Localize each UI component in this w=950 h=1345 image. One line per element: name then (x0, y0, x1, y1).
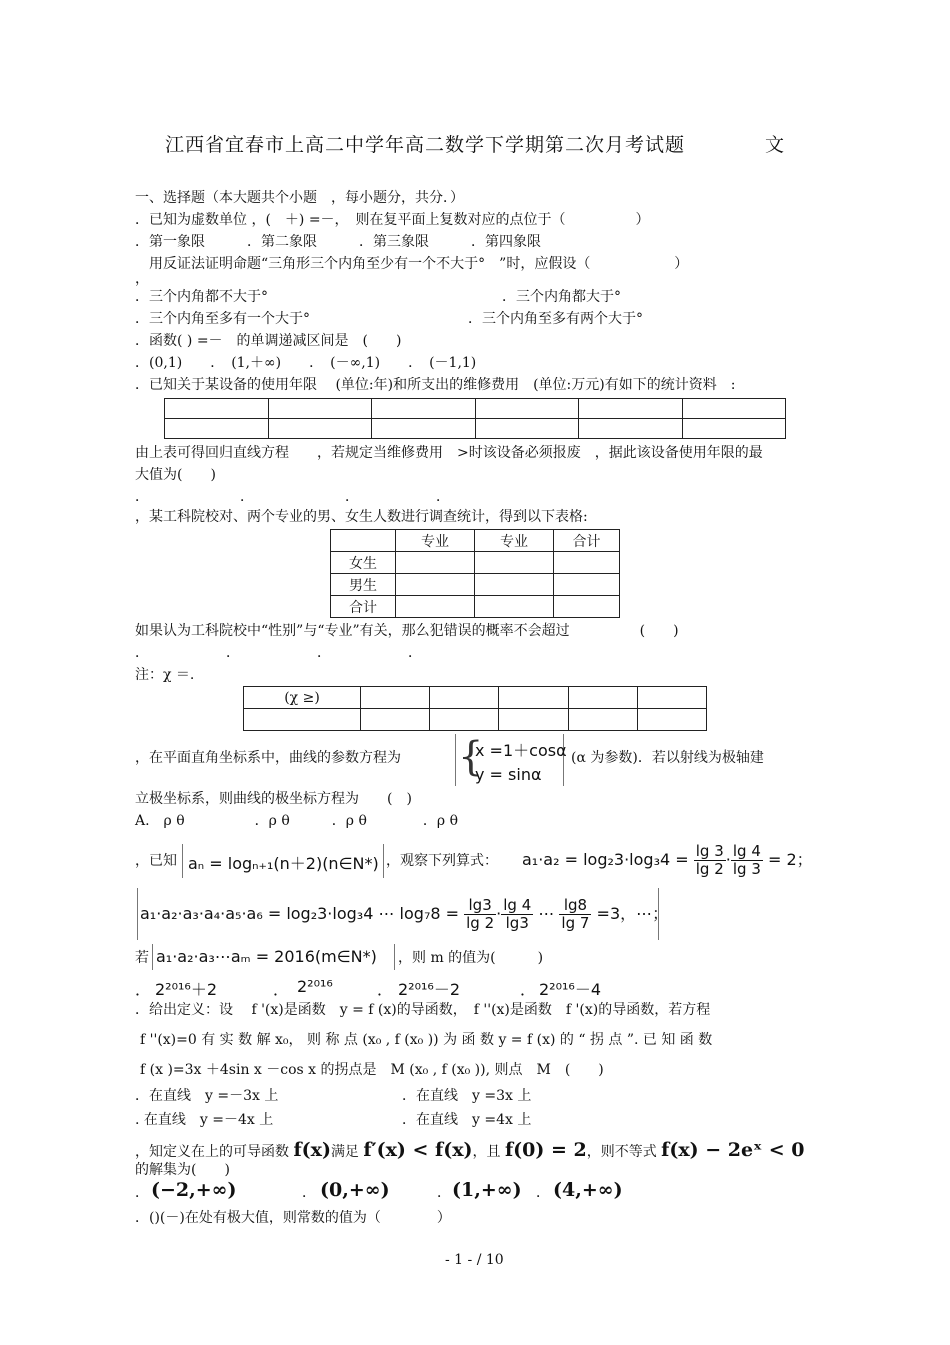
q5-critical-table (243, 686, 707, 731)
q2-stem: 用反证法证明命题“三角形三个内角至少有一个不大于° ”时，应假设（ ） (135, 256, 689, 272)
fraction (464, 897, 496, 932)
q9-mid: 满足 (330, 1144, 359, 1160)
denominator: lg 2 (695, 860, 724, 878)
denominator: lg 2 (466, 914, 495, 932)
q6-line2: 立极坐标系，则曲线的极坐标方程为 ( ) (135, 791, 412, 807)
table-cell (268, 399, 372, 419)
option-marker: ． (437, 1185, 451, 1201)
option-marker: ． (302, 1185, 316, 1201)
table-cell (361, 709, 430, 731)
q1-options: ．第一象限 ．第二象限 ．第三象限 ．第四象限 (135, 234, 541, 250)
numerator: lg 4 (732, 842, 761, 860)
option-marker: ． (135, 980, 152, 999)
numerator: lg3 (464, 897, 496, 915)
denominator: lg 3 (732, 860, 761, 878)
q7-options (135, 977, 602, 1000)
table-header-cell: 专业 (475, 530, 554, 552)
q2-option-d: ．三个内角至多有两个大于° (468, 311, 643, 327)
q5-contingency-table (330, 529, 620, 618)
q9-initial: f(0) = 2 (504, 1139, 587, 1161)
option-marker: ． (273, 980, 290, 999)
q9-option-d: (4,+∞) (553, 1179, 623, 1201)
q8-option-d: ．在直线 y =4x 上 (402, 1112, 532, 1128)
q9-lead: ，知定义在上的可导函数 (135, 1144, 289, 1160)
q8-option-c: . 在直线 y =－4x 上 (135, 1112, 274, 1128)
q7-equation-1: a₁·a₂ = log₂3·log₃4 = $\frac{\lg 3}{\lg 2}$ · $\frac{\lg 4}{\lg 3}$ = 2； (522, 842, 813, 878)
row-label: 合计 (331, 596, 396, 618)
q7-definition: aₙ = logₙ₊₁(n＋2)(n∈N*) (188, 854, 379, 873)
table-cell (268, 419, 372, 439)
fraction (559, 897, 591, 932)
table-header-cell: 合计 (554, 530, 620, 552)
table-cell (372, 419, 476, 439)
table-cell (475, 399, 579, 419)
q7-option-b: 2²⁰¹⁶ (297, 977, 333, 996)
table-cell (682, 419, 786, 439)
table-cell (372, 399, 476, 419)
table-cell (244, 709, 361, 731)
q8-option-a: ．在直线 y =－3x 上 (135, 1088, 279, 1104)
table-cell (554, 574, 620, 596)
table-cell (475, 552, 554, 574)
formula-box-right (383, 844, 384, 878)
q5-stem: ，某工科院校对、两个专业的男、女生人数进行调查统计，得到以下表格: (135, 509, 588, 525)
table-cell (554, 596, 620, 618)
table-cell (554, 552, 620, 574)
q5-note: 注：χ ＝. (135, 667, 195, 683)
q8-line1: ．给出定义：设 f '(x)是函数 y = f (x)的导函数， f ''(x)是函数 f '(x)的导函数，若方程 (135, 1002, 711, 1018)
q7-condition: a₁·a₂·a₃⋯aₘ = 2016(m∈N*) (156, 947, 377, 966)
eq2-right: =3，⋯； (596, 904, 669, 923)
q9-then: ，则不等式 (586, 1144, 657, 1160)
q2-option-b: ．三个内角都大于° (502, 289, 621, 305)
table-cell (430, 687, 499, 709)
q9-option-b: (0,+∞) (320, 1179, 390, 1201)
brace-icon: { (458, 734, 484, 780)
q9-and: ，且 (472, 1144, 501, 1160)
table-header-cell (331, 530, 396, 552)
q3-stem: ．函数( ) =－ 的单调递减区间是 ( ) (135, 333, 402, 349)
q9-function: f(x) (293, 1139, 331, 1161)
fraction (694, 843, 726, 878)
q7-option-d: 2²⁰¹⁶－4 (539, 980, 602, 999)
q4-stem: ．已知关于某设备的使用年限 (单位:年)和所支出的维修费用 (单位:万元)有如下的统计资料 : (135, 377, 736, 393)
table-cell (499, 687, 568, 709)
table-cell (165, 399, 269, 419)
formula-box-left (152, 944, 153, 970)
denominator: lg 7 (561, 914, 590, 932)
formula-box-right (394, 944, 395, 970)
q8-option-b: ．在直线 y =3x 上 (402, 1088, 532, 1104)
table-cell (165, 419, 269, 439)
eq1-right: = 2； (767, 850, 813, 869)
table-cell (579, 419, 683, 439)
row-label: 女生 (331, 552, 396, 574)
q7-option-c: 2²⁰¹⁶－2 (398, 980, 461, 999)
q10-stem: ．()(－)在处有极大值，则常数的值为（ ） (135, 1210, 451, 1226)
option-marker: ． (520, 980, 537, 999)
table-cell (579, 399, 683, 419)
q6-options: A. ρ θ ．ρ θ ．ρ θ ．ρ θ (135, 813, 458, 829)
fraction (731, 843, 763, 878)
fraction (501, 897, 533, 932)
table-cell (475, 596, 554, 618)
option-marker: ． (536, 1185, 550, 1201)
q9-options (135, 1179, 623, 1201)
q6-equation-2: y = sinα (475, 765, 542, 784)
table-header-cell: (χ ≥) (244, 687, 361, 709)
q2-option-c: ．三个内角至多有一个大于° (135, 311, 310, 327)
q5-line1: 如果认为工科院校中“性别”与“专业”有关，那么犯错误的概率不会超过 ( ) (135, 623, 679, 639)
page-title: 江西省宜春市上高二中学年高二数学下学期第二次月考试题 (165, 134, 686, 156)
table-header-cell: 专业 (396, 530, 475, 552)
q7-tail: ，则 m 的值为( ) (398, 950, 544, 966)
q9-line2: 的解集为( ) (135, 1162, 230, 1178)
q3-options: ．(0,1) ． (1,＋∞) ． (－∞,1) ． (－1,1) (135, 355, 477, 371)
q7-lead: ，已知 (135, 853, 177, 869)
table-cell (499, 709, 568, 731)
table-cell (682, 399, 786, 419)
row-label: 男生 (331, 574, 396, 596)
equation-box-left (455, 734, 456, 786)
numerator: lg 4 (503, 896, 532, 914)
q6-stem: ，在平面直角坐标系中，曲线的参数方程为 (135, 750, 401, 766)
q7-observe: ，观察下列算式： (386, 853, 498, 869)
q9-option-c: (1,+∞) (452, 1179, 522, 1201)
title-suffix: 文 (765, 134, 786, 156)
q4-options: ． ． ． ． (135, 489, 450, 505)
table-cell (396, 574, 475, 596)
option-marker: ． (135, 1185, 149, 1201)
table-cell (396, 552, 475, 574)
q7-equation-2: a₁·a₂·a₃·a₄·a₅·a₆ = log₂3·log₃4 ⋯ log₇8 = $\frac{\lg 3}{\lg 2}$ · $\frac{\lg 4}{\lg 3}$ ⋯ $\frac{\lg 8}{\lg 7}$ =3，⋯； (140, 896, 669, 932)
q4-line1: 由上表可得回归直线方程 ，若规定当维修费用 >时该设备必须报废 ，据此该设备使用年限的最 (135, 445, 763, 461)
q9-line1 (135, 1139, 805, 1161)
q2-comma: ， (135, 271, 149, 287)
table-cell (637, 709, 706, 731)
q4-data-table (164, 398, 786, 439)
q6-equation-1: x =1＋cosα (475, 741, 567, 760)
table-cell (396, 596, 475, 618)
table-cell (361, 687, 430, 709)
table-cell (475, 574, 554, 596)
table-cell (475, 419, 579, 439)
page-number: - 1 - / 10 (445, 1252, 504, 1268)
table-cell (430, 709, 499, 731)
q8-line3: f (x )=3x ＋4sin x －cos x 的拐点是 M (x₀ , f (x₀ )), 则点 M ( ) (140, 1062, 604, 1078)
q1-stem: ．已知为虚数单位 ，( ＋) =－， 则在复平面上复数对应的点位于（ ） (135, 212, 650, 228)
numerator: lg8 (559, 897, 591, 915)
q7-option-a: 2²⁰¹⁶＋2 (155, 980, 218, 999)
q5-options: ． ． ． ． (135, 645, 422, 661)
q2-option-a: ．三个内角都不大于° (135, 289, 268, 305)
numerator: lg 3 (695, 842, 724, 860)
table-cell (568, 687, 637, 709)
q9-target: f(x) − 2eˣ < 0 (661, 1139, 805, 1161)
denominator: lg3 (505, 914, 529, 932)
section-heading: 一、选择题（本大题共个小题 ，每小题分，共分．） (135, 190, 464, 206)
q4-line2: 大值为( ) (135, 467, 216, 483)
formula-box-left (182, 844, 183, 878)
q7-if: 若 (135, 950, 149, 966)
q9-inequality: f′(x) < f(x) (363, 1139, 473, 1161)
q9-option-a: (−2,+∞) (151, 1179, 237, 1201)
table-cell (568, 709, 637, 731)
eq1-left: a₁·a₂ = log₂3·log₃4 = (522, 850, 689, 869)
q6-param: (α 为参数)．若以射线为极轴建 (571, 750, 764, 766)
eq2-left: a₁·a₂·a₃·a₄·a₅·a₆ = log₂3·log₃4 ⋯ log₇8 = (140, 904, 460, 923)
formula-box-left (137, 888, 138, 940)
option-marker: ． (377, 980, 394, 999)
q8-line2: f ''(x)=0 有 实 数 解 x₀， 则 称 点 (x₀ , f (x₀ )) 为 函 数 y = f (x) 的 “ 拐 点 ”. 已 知 函 数 (140, 1032, 713, 1048)
table-cell (637, 687, 706, 709)
